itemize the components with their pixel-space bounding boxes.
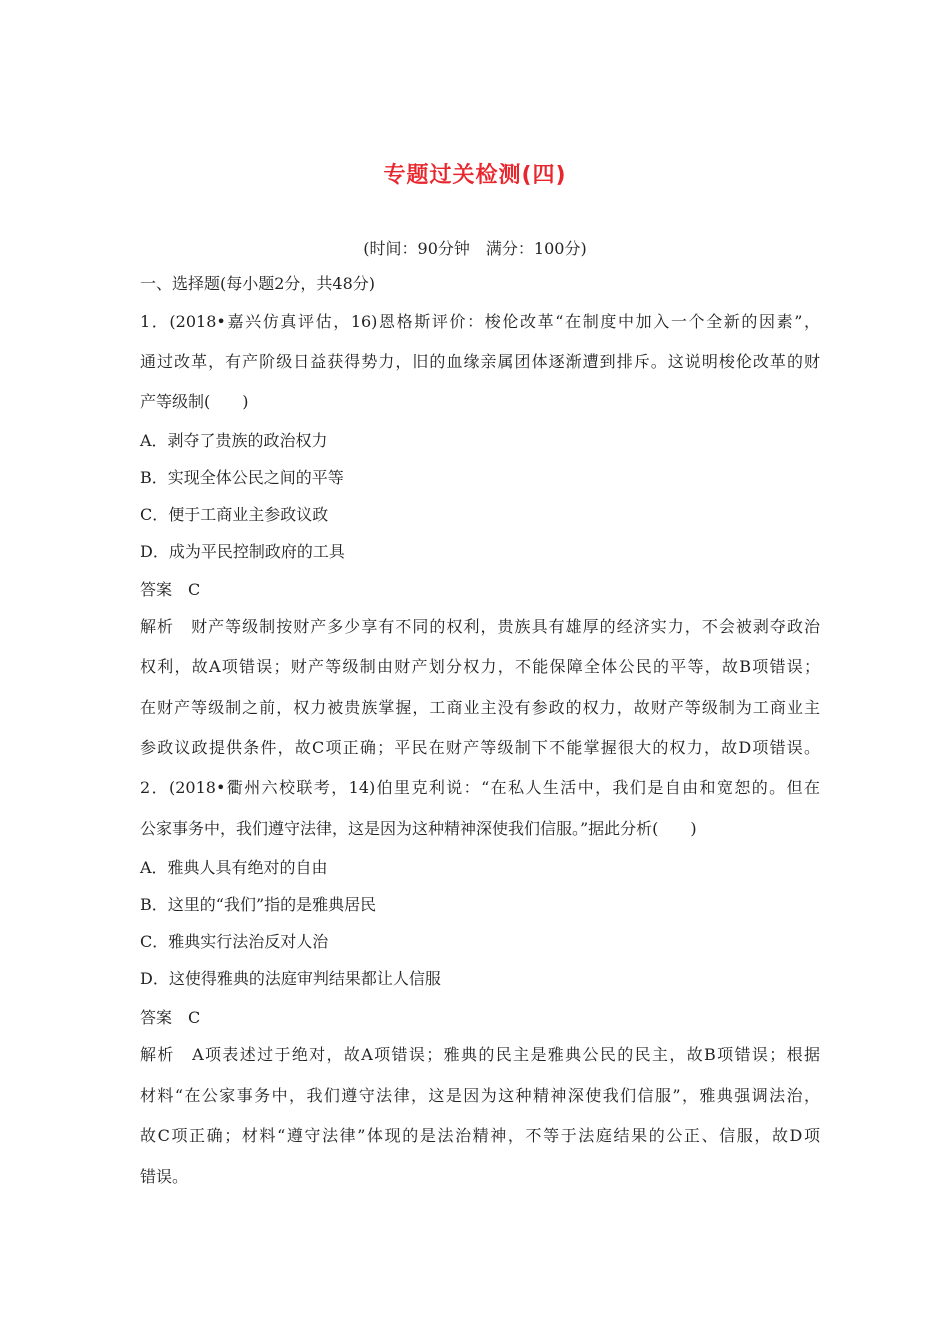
q2-option-a: A．雅典人具有绝对的自由	[140, 858, 328, 877]
q1-stem-line-2: 通过改革，有产阶级日益获得势力，旧的血缘亲属团体逐渐遭到排斥。这说明梭伦改革的财	[140, 352, 820, 371]
q1-explanation-line-4: 参政议政提供条件，故C项正确；平民在财产等级制下不能掌握很大的权力，故D项错误。	[140, 738, 820, 757]
page-title: 专题过关检测(四)	[383, 163, 567, 188]
q1-answer: 答案 C	[140, 580, 201, 599]
q1-option-a: A．剥夺了贵族的政治权力	[140, 431, 328, 450]
q1-option-b: B．实现全体公民之间的平等	[140, 468, 344, 487]
section-heading: 一、选择题(每小题2分，共48分)	[140, 274, 376, 293]
q2-explanation-line-2: 材料“在公家事务中，我们遵守法律，这是因为这种精神深使我们信服”，雅典强调法治，	[140, 1086, 820, 1105]
q1-option-d: D．成为平民控制政府的工具	[140, 542, 345, 561]
exam-meta: (时间：90分钟 满分：100分)	[363, 239, 587, 258]
q1-explanation-line-3: 在财产等级制之前，权力被贵族掌握，工商业主没有参政的权力，故财产等级制为工商业主	[140, 698, 820, 717]
q1-option-c: C．便于工商业主参政议政	[140, 505, 329, 524]
q2-stem-line-2: 公家事务中，我们遵守法律，这是因为这种精神深使我们信服。”据此分析( )	[140, 819, 697, 838]
q2-option-b: B．这里的“我们”指的是雅典居民	[140, 895, 377, 914]
q2-option-d: D．这使得雅典的法庭审判结果都让人信服	[140, 969, 441, 988]
q2-option-c: C．雅典实行法治反对人治	[140, 932, 329, 951]
q2-explanation-line-4: 错误。	[140, 1167, 189, 1186]
q2-stem-line-1: 2．(2018•衢州六校联考，14)伯里克利说：“在私人生活中，我们是自由和宽恕的。但在	[140, 778, 820, 797]
q1-explanation-line-2: 权利，故A项错误；财产等级制由财产划分权力，不能保障全体公民的平等，故B项错误；	[140, 657, 820, 676]
q2-explanation-line-1: 解析 A项表述过于绝对，故A项错误；雅典的民主是雅典公民的民主，故B项错误；根据	[140, 1045, 820, 1064]
q2-answer: 答案 C	[140, 1008, 201, 1027]
q1-explanation-line-1: 解析 财产等级制按财产多少享有不同的权利，贵族具有雄厚的经济实力，不会被剥夺政治	[140, 617, 820, 636]
q1-stem-line-1: 1．(2018•嘉兴仿真评估，16)恩格斯评价：梭伦改革“在制度中加入一个全新的因素”，	[140, 312, 820, 331]
q2-explanation-line-3: 故C项正确；材料“遵守法律”体现的是法治精神，不等于法庭结果的公正、信服，故D项	[140, 1126, 820, 1145]
q1-stem-line-3: 产等级制( )	[140, 392, 249, 411]
